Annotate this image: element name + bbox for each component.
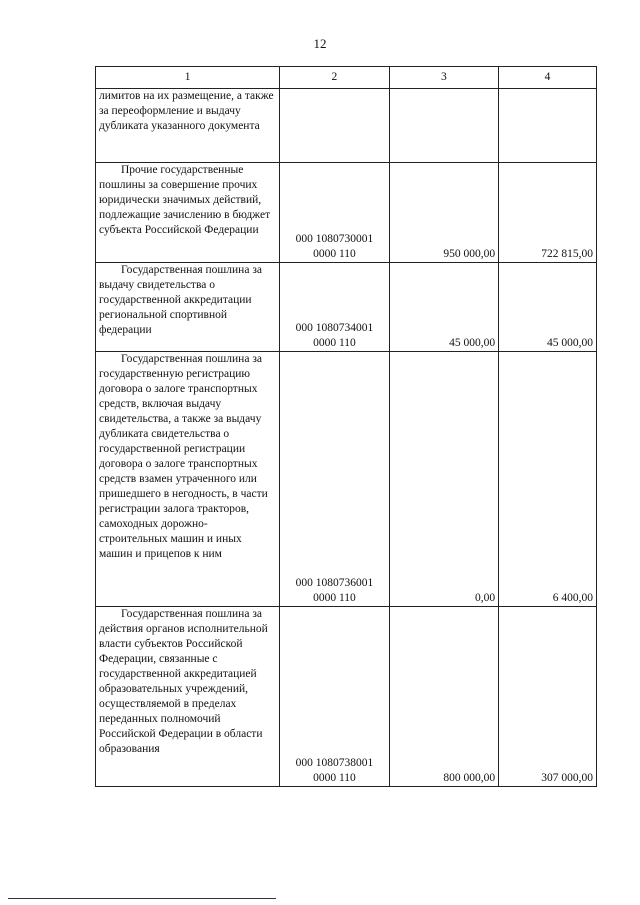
revenue-table (95, 66, 597, 787)
row-name-text: Прочие государственные пошлины за совершение прочих юридически значимых действий, подлежащие зачислению в бюджет субъекта Российской Федерации (99, 164, 271, 236)
row-value-4: 307 000,00 (499, 607, 597, 787)
row-name (96, 607, 280, 787)
row-value-3: 0,00 (389, 352, 498, 607)
row-code: 000 1080730001 0000 110 (280, 163, 389, 263)
row-name (96, 163, 280, 263)
column-header-3: 3 (389, 67, 498, 89)
column-header-1: 1 (96, 67, 280, 89)
row-name (96, 89, 280, 163)
table-row (96, 163, 597, 263)
row-name-text: Государственная пошлина за выдачу свидетельства о государственной аккредитации региональной спортивной федерации (99, 264, 262, 336)
row-code: 000 1080734001 0000 110 (280, 263, 389, 352)
row-code (280, 89, 389, 163)
row-name (96, 263, 280, 352)
row-name (96, 352, 280, 607)
table-row (96, 263, 597, 352)
table-row (96, 352, 597, 607)
footer-rule (8, 898, 276, 899)
row-value-4: 722 815,00 (499, 163, 597, 263)
row-value-4 (499, 89, 597, 163)
row-value-4: 45 000,00 (499, 263, 597, 352)
row-code: 000 1080738001 0000 110 (280, 607, 389, 787)
table-row (96, 89, 597, 163)
table-row (96, 607, 597, 787)
page-number: 12 (313, 36, 327, 51)
row-name-text: Государственная пошлина за действия органов исполнительной власти субъектов Российской Федерации, связанные с государственной аккредитацией образовательных учреждений, осуществляемой в пределах переданных полномочий Российской Федерации в области образования (99, 608, 268, 755)
row-value-3: 45 000,00 (389, 263, 498, 352)
row-value-4: 6 400,00 (499, 352, 597, 607)
row-value-3: 950 000,00 (389, 163, 498, 263)
row-name-text: лимитов на их размещение, а также за переоформление и выдачу дубликата указанного документа (99, 90, 274, 132)
row-value-3 (389, 89, 498, 163)
row-value-3: 800 000,00 (389, 607, 498, 787)
column-header-2: 2 (280, 67, 389, 89)
row-code: 000 1080736001 0000 110 (280, 352, 389, 607)
column-header-4: 4 (499, 67, 597, 89)
table-header-row (96, 67, 597, 89)
row-name-text: Государственная пошлина за государственную регистрацию договора о залоге транспортных средств, включая выдачу свидетельства, а также за выдачу дубликата свидетельства о государственной регистрации договора о залоге транспортных средств взамен утраченного или пришедшего в негодность, в части регистрации залога тракторов, самоходных дорожно-строительных машин и иных машин и прицепов к ним (99, 353, 268, 560)
